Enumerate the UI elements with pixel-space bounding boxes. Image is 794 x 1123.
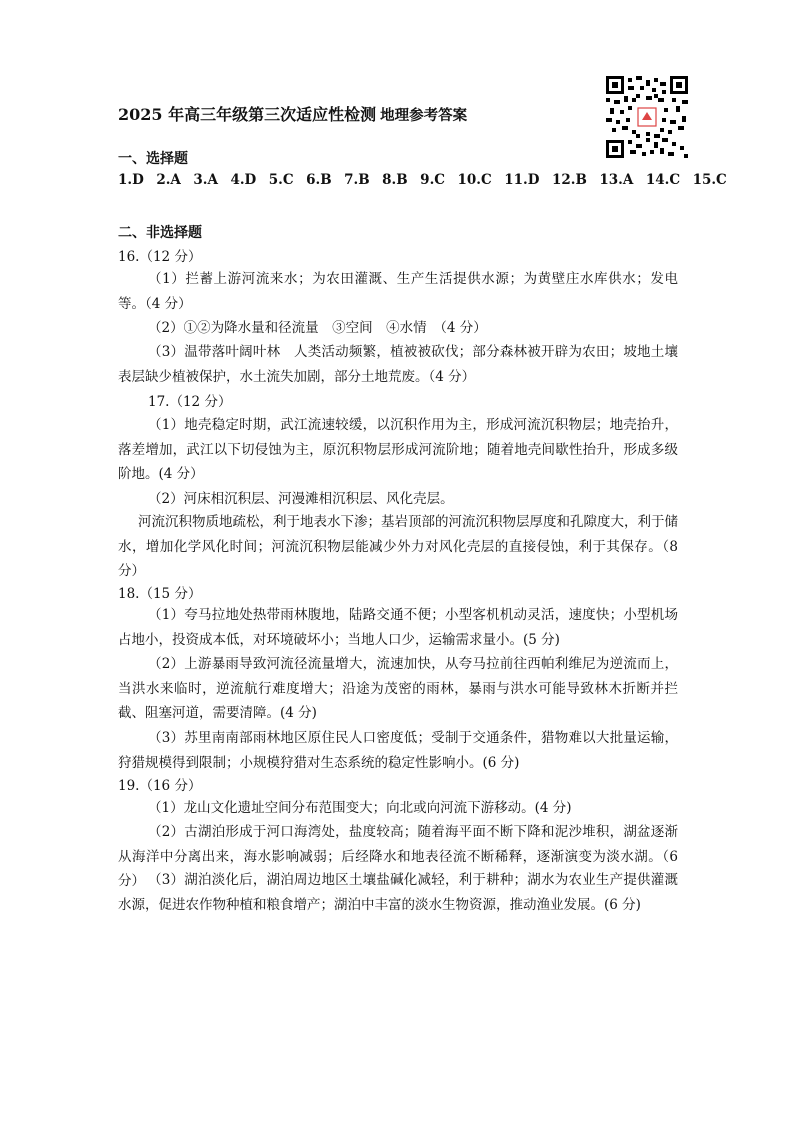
question-18-label: 18.（15 分） xyxy=(118,586,202,602)
answer-item: 12.B xyxy=(551,172,587,188)
qr-code-icon xyxy=(606,76,688,158)
answer-item: 8.B xyxy=(382,172,408,188)
q17-answer-2: （2）河床相沉积层、河漫滩相沉积层、风化壳层。 xyxy=(148,491,454,507)
question-19-label: 19.（16 分） xyxy=(118,778,202,794)
question-17-label: 17.（12 分） xyxy=(148,394,232,410)
section-nonchoice-heading: 二、非选择题 xyxy=(118,225,202,241)
q19-answer-1: （1）龙山文化遗址空间分布范围变大；向北或向河流下游移动。(4 分) xyxy=(148,800,572,816)
answer-item: 4.D xyxy=(230,172,257,188)
answer-item: 13.A xyxy=(599,172,634,188)
answer-item: 1.D xyxy=(118,172,144,188)
answer-item: 11.D xyxy=(504,172,540,188)
question-16-label: 16.（12 分） xyxy=(118,249,202,265)
answer-item: 5.C xyxy=(268,172,294,188)
q18-answer-1: （1）夸马拉地处热带雨林腹地，陆路交通不便；小型客机机动灵活，速度快；小型机场占地小，投资成本低，对环境破坏小；当地人口少，运输需求量小。(5 分) xyxy=(118,607,678,648)
q19-answer-3: （3）湖泊淡化后，湖泊周边地区土壤盐碱化减轻，利于耕种；湖水为农业生产提供灌溉水源，促进农作物种植和粮食增产；湖泊中丰富的淡水生物资源，推动渔业发展。(6 分) xyxy=(118,872,678,913)
answer-item: 3.A xyxy=(193,172,218,188)
q16-answer-2: （2）①②为降水量和径流量 ③空间 ④水情 （4 分） xyxy=(148,320,487,336)
answer-item: 9.C xyxy=(420,172,446,188)
title-subject: 地理参考答案 xyxy=(380,107,468,124)
section-choice-heading: 一、选择题 xyxy=(118,151,188,167)
choice-answers-row xyxy=(118,172,727,188)
q16-answer-3: （3）温带落叶阔叶林 人类活动频繁，植被被砍伐；部分森林被开辟为农田；坡地土壤表层缺少植被保护，水土流失加剧，部分土地荒废。（4 分） xyxy=(118,344,678,385)
q18-answer-2: （2）上游暴雨导致河流径流量增大，流速加快，从夸马拉前往西帕利维尼为逆流而上，当洪水来临时，逆流航行难度增大；沿途为茂密的雨林，暴雨与洪水可能导致林木折断并拦截、阻塞河道，需要清障。(4 分) xyxy=(118,656,678,721)
title-main: 2025 年高三年级第三次适应性检测 xyxy=(118,105,377,124)
q18-answer-3: （3）苏里南南部雨林地区原住民人口密度低；受制于交通条件，猎物难以大批量运输，狩猎规模得到限制；小规模狩猎对生态系统的稳定性影响小。(6 分) xyxy=(118,730,678,771)
q16-answer-1: （1）拦蓄上游河流来水；为农田灌溉、生产生活提供水源；为黄壁庄水库供水；发电等。（4 分） xyxy=(118,271,678,312)
answer-item: 14.C xyxy=(645,172,681,188)
answer-item: 15.C xyxy=(692,172,727,188)
answer-item: 10.C xyxy=(457,172,492,188)
answer-item: 6.B xyxy=(306,172,332,188)
q17-answer-2-detail: 河流沉积物质地疏松，利于地表水下渗；基岩顶部的河流沉积物层厚度和孔隙度大，利于储水，增加化学风化时间；河流沉积物层能减少外力对风化壳层的直接侵蚀，利于其保存。（8 分） xyxy=(118,514,678,579)
answer-item: 7.B xyxy=(344,172,370,188)
page-title xyxy=(118,102,467,125)
q19-answer-2: （2）古湖泊形成于河口海湾处，盐度较高；随着海平面不断下降和泥沙堆积，湖盆逐渐从海洋中分离出来，海水影响减弱；后经降水和地表径流不断稀释，逐渐演变为淡水湖。（6 分） xyxy=(118,824,678,889)
q17-answer-1: （1）地壳稳定时期，武江流速较缓，以沉积作用为主，形成河流沉积物层；地壳抬升，落差增加，武江以下切侵蚀为主，原沉积物层形成河流阶地；随着地壳间歇性抬升，形成多级阶地。(4 分） xyxy=(118,417,678,482)
answer-item: 2.A xyxy=(156,172,181,188)
